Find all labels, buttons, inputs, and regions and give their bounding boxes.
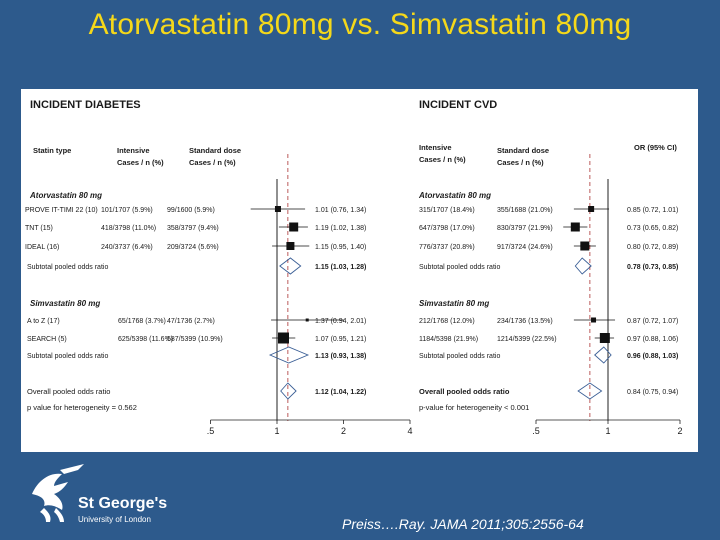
diabetes-or-text: 1.37 (0.94, 2.01) xyxy=(315,318,367,325)
cvd-col-intensive: Intensive xyxy=(419,143,452,152)
cvd-standard-value: 830/3797 (21.9%) xyxy=(497,225,553,232)
diabetes-pooled-diamond xyxy=(281,383,296,399)
diabetes-point-estimate xyxy=(306,319,309,322)
cvd-overall-label: Overall pooled odds ratio xyxy=(419,387,510,396)
diabetes-intensive-value: 101/1707 (5.9%) xyxy=(101,207,153,214)
cvd-heading: INCIDENT CVD xyxy=(419,99,498,111)
diabetes-col-standard: Standard dose xyxy=(189,146,242,155)
diabetes-pooled-diamond xyxy=(270,347,308,363)
cvd-group-simvastatin: Simvastatin 80 mg xyxy=(419,299,490,308)
citation: Preiss….Ray. JAMA 2011;305:2556-64 xyxy=(342,516,584,532)
diabetes-or-text: 1.19 (1.02, 1.38) xyxy=(315,225,367,232)
cvd-heterogeneity: p-value for heterogeneity < 0.001 xyxy=(419,403,530,412)
diabetes-point-estimate xyxy=(278,333,289,344)
diabetes-study-label: IDEAL (16) xyxy=(25,244,60,251)
diabetes-subtotal-or: 1.13 (0.93, 1.38) xyxy=(315,353,367,360)
logo-name: St George's xyxy=(78,495,168,512)
diabetes-subtotal-label: Subtotal pooled odds ratio xyxy=(27,264,109,271)
cvd-subtotal-or: 0.78 (0.73, 0.85) xyxy=(627,264,679,271)
cvd-col-intensive-sub: Cases / n (%) xyxy=(419,155,466,164)
cvd-or-text: 0.97 (0.88, 1.06) xyxy=(627,336,679,343)
diabetes-point-estimate xyxy=(275,206,281,212)
cvd-standard-value: 917/3724 (24.6%) xyxy=(497,244,553,251)
diabetes-group-simvastatin: Simvastatin 80 mg xyxy=(30,299,101,308)
cvd-intensive-value: 776/3737 (20.8%) xyxy=(419,244,475,251)
diabetes-intensive-value: 65/1768 (3.7%) xyxy=(118,318,166,325)
cvd-col-or: OR (95% CI) xyxy=(634,143,677,152)
diabetes-subtotal-or: 1.15 (1.03, 1.28) xyxy=(315,264,367,271)
knight-on-horse-icon xyxy=(24,464,174,534)
logo-subtitle: University of London xyxy=(78,515,151,524)
cvd-subtotal-or: 0.96 (0.88, 1.03) xyxy=(627,353,679,360)
cvd-or-text: 0.85 (0.72, 1.01) xyxy=(627,207,679,214)
cvd-subtotal-label: Subtotal pooled odds ratio xyxy=(419,264,501,271)
cvd-col-standard: Standard dose xyxy=(497,146,550,155)
cvd-subtotal-label: Subtotal pooled odds ratio xyxy=(419,353,501,360)
diabetes-axis-tick-label: 4 xyxy=(407,426,413,436)
diabetes-overall-or: 1.12 (1.04, 1.22) xyxy=(315,389,367,396)
diabetes-col-study: Statin type xyxy=(33,146,72,155)
diabetes-pooled-diamond xyxy=(280,258,301,274)
cvd-intensive-value: 212/1768 (12.0%) xyxy=(419,318,475,325)
cvd-or-text: 0.73 (0.65, 0.82) xyxy=(627,225,679,232)
diabetes-study-label: TNT (15) xyxy=(25,225,53,232)
forest-plot-panel xyxy=(21,89,698,452)
cvd-standard-value: 1214/5399 (22.5%) xyxy=(497,336,557,343)
diabetes-axis-tick-label: .5 xyxy=(206,426,215,436)
diabetes-standard-value: 358/3797 (9.4%) xyxy=(167,225,219,232)
diabetes-study-label: SEARCH (5) xyxy=(27,336,67,343)
cvd-pooled-diamond xyxy=(575,258,591,274)
cvd-intensive-value: 315/1707 (18.4%) xyxy=(419,207,475,214)
diabetes-or-text: 1.15 (0.95, 1.40) xyxy=(315,244,367,251)
cvd-point-estimate xyxy=(591,318,596,323)
diabetes-standard-value: 587/5399 (10.9%) xyxy=(167,336,223,343)
diabetes-subtotal-label: Subtotal pooled odds ratio xyxy=(27,353,109,360)
cvd-pooled-diamond xyxy=(595,347,611,363)
cvd-intensive-value: 1184/5398 (21.9%) xyxy=(419,336,479,343)
diabetes-heading: INCIDENT DIABETES xyxy=(30,99,141,111)
university-logo xyxy=(24,464,174,534)
diabetes-intensive-value: 240/3737 (6.4%) xyxy=(101,244,153,251)
cvd-axis-tick-label: .5 xyxy=(532,426,540,436)
diabetes-standard-value: 47/1736 (2.7%) xyxy=(167,318,215,325)
cvd-or-text: 0.87 (0.72, 1.07) xyxy=(627,318,679,325)
slide-title: Atorvastatin 80mg vs. Simvastatin 80mg xyxy=(88,8,632,41)
diabetes-point-estimate xyxy=(286,242,294,250)
cvd-or-text: 0.80 (0.72, 0.89) xyxy=(627,244,679,251)
diabetes-overall-label: Overall pooled odds ratio xyxy=(27,387,111,396)
cvd-group-atorvastatin: Atorvastatin 80 mg xyxy=(419,191,492,200)
cvd-axis-tick-label: 1 xyxy=(605,426,611,436)
diabetes-heterogeneity: p value for heterogeneity = 0.562 xyxy=(27,403,137,412)
cvd-standard-value: 234/1736 (13.5%) xyxy=(497,318,553,325)
diabetes-or-text: 1.01 (0.76, 1.34) xyxy=(315,207,367,214)
diabetes-intensive-value: 418/3798 (11.0%) xyxy=(101,225,157,232)
diabetes-col-intensive-sub: Cases / n (%) xyxy=(117,158,164,167)
cvd-intensive-value: 647/3798 (17.0%) xyxy=(419,225,475,232)
diabetes-axis-tick-label: 2 xyxy=(340,426,347,436)
cvd-axis-tick-label: 2 xyxy=(677,426,683,436)
cvd-point-estimate xyxy=(600,333,610,343)
diabetes-study-label: A to Z (17) xyxy=(27,318,60,325)
cvd-point-estimate xyxy=(571,223,580,232)
diabetes-standard-value: 99/1600 (5.9%) xyxy=(167,207,215,214)
forest-plot-svg xyxy=(21,89,698,452)
diabetes-axis-tick-label: 1 xyxy=(274,426,280,436)
cvd-standard-value: 355/1688 (21.0%) xyxy=(497,207,553,214)
diabetes-or-text: 1.07 (0.95, 1.21) xyxy=(315,336,367,343)
diabetes-col-standard-sub: Cases / n (%) xyxy=(189,158,236,167)
diabetes-standard-value: 209/3724 (5.6%) xyxy=(167,244,219,251)
cvd-overall-or: 0.84 (0.75, 0.94) xyxy=(627,389,679,396)
diabetes-intensive-value: 625/5398 (11.6%) xyxy=(118,336,174,343)
diabetes-group-atorvastatin: Atorvastatin 80 mg xyxy=(30,191,103,200)
diabetes-point-estimate xyxy=(289,223,298,232)
diabetes-study-label: PROVE IT-TIMI 22 (10) xyxy=(25,207,98,214)
cvd-point-estimate xyxy=(588,206,594,212)
diabetes-col-intensive: Intensive xyxy=(117,146,150,155)
cvd-col-standard-sub: Cases / n (%) xyxy=(497,158,544,167)
cvd-point-estimate xyxy=(580,242,589,251)
